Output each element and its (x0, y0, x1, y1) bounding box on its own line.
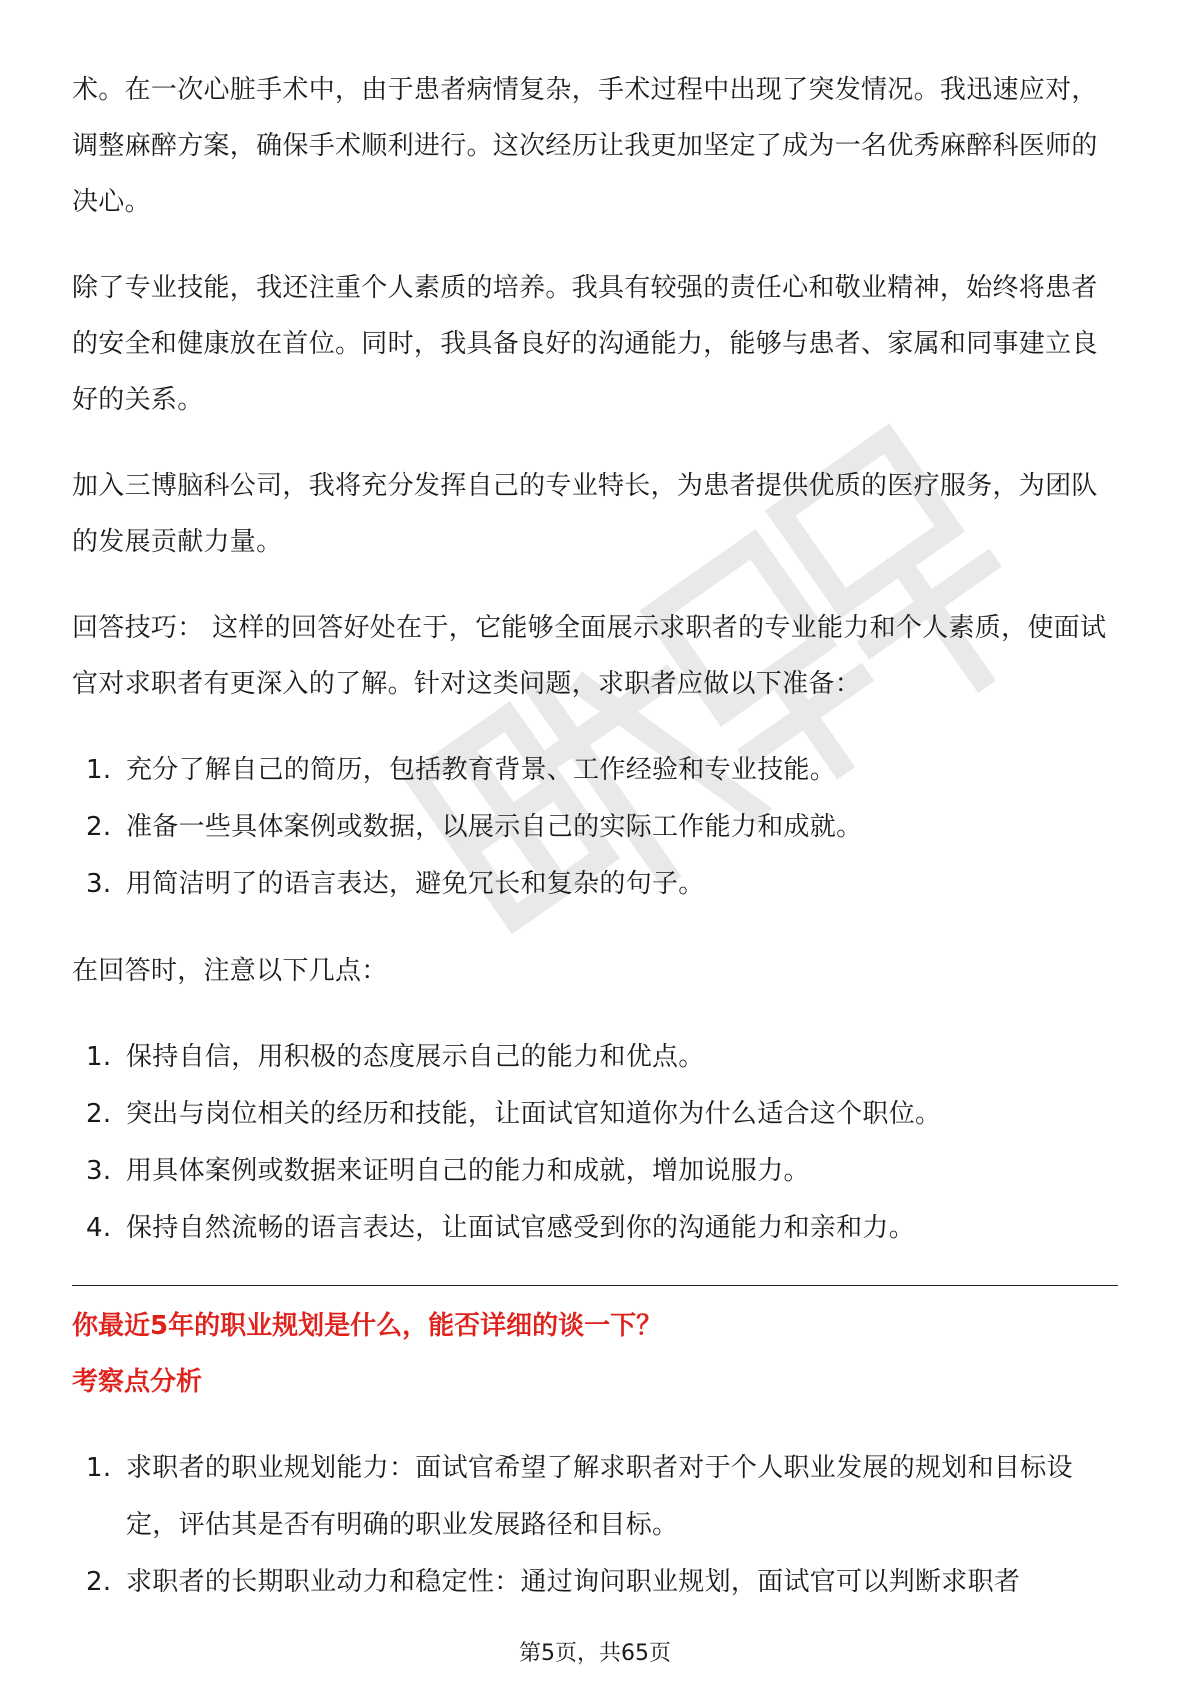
list-text: 保持自然流畅的语言表达，让面试官感受到你的沟通能力和亲和力。 (126, 1213, 916, 1243)
list-item (72, 799, 1118, 856)
list-number: 3. (86, 869, 112, 899)
list-item (72, 1086, 1118, 1143)
list-item (72, 1200, 1118, 1257)
list-number: 1. (86, 755, 112, 785)
list-text: 求职者的长期职业动力和稳定性：通过询问职业规划，面试官可以判断求职者 (126, 1567, 1021, 1597)
list-text: 准备一些具体案例或数据，以展示自己的实际工作能力和成就。 (126, 812, 863, 842)
list-item (72, 1440, 1118, 1554)
list-text: 用简洁明了的语言表达，避免冗长和复杂的句子。 (126, 869, 705, 899)
list-text: 突出与岗位相关的经历和技能，让面试官知道你为什么适合这个职位。 (126, 1099, 942, 1129)
answer-tips-paragraph: 回答技巧： 这样的回答好处在于，它能够全面展示求职者的专业能力和个人素质，使面试官对求职者有更深入的了解。针对这类问题，求职者应做以下准备： (72, 613, 1107, 699)
list-item (72, 856, 1118, 913)
list-number: 2. (86, 1567, 112, 1597)
preparation-list (72, 742, 1118, 913)
list-number: 1. (86, 1453, 112, 1483)
list-item (72, 1143, 1118, 1200)
section-divider (72, 1285, 1118, 1286)
list-number: 4. (86, 1213, 112, 1243)
list-item (72, 1554, 1118, 1611)
list-item (72, 1029, 1118, 1086)
body-paragraph: 除了专业技能，我还注重个人素质的培养。我具有较强的责任心和敬业精神，始终将患者的安全和健康放在首位。同时，我具备良好的沟通能力，能够与患者、家属和同事建立良好的关系。 (72, 273, 1098, 415)
list-text: 求职者的职业规划能力：面试官希望了解求职者对于个人职业发展的规划和目标设定，评估其是否有明确的职业发展路径和目标。 (126, 1453, 1073, 1540)
page-footer: 第5页，共65页 (519, 1641, 671, 1666)
notes-intro: 在回答时，注意以下几点： (72, 956, 388, 986)
list-text: 保持自信，用积极的态度展示自己的能力和优点。 (126, 1042, 705, 1072)
list-text: 用具体案例或数据来证明自己的能力和成就，增加说服力。 (126, 1156, 810, 1186)
notes-list (72, 1029, 1118, 1257)
body-paragraph: 术。在一次心脏手术中，由于患者病情复杂，手术过程中出现了突发情况。我迅速应对，调整麻醉方案，确保手术顺利进行。这次经历让我更加坚定了成为一名优秀麻醉科医师的决心。 (72, 75, 1098, 217)
list-item (72, 742, 1118, 799)
page-content (72, 62, 1118, 1611)
list-text: 充分了解自己的简历，包括教育背景、工作经验和专业技能。 (126, 755, 837, 785)
body-paragraph: 加入三博脑科公司，我将充分发挥自己的专业特长，为患者提供优质的医疗服务，为团队的发展贡献力量。 (72, 471, 1098, 557)
list-number: 2. (86, 812, 112, 842)
list-number: 2. (86, 1099, 112, 1129)
question-heading: 你最近5年的职业规划是什么，能否详细的谈一下？ (72, 1311, 663, 1341)
analysis-heading: 考察点分析 (72, 1367, 203, 1397)
analysis-list (72, 1440, 1118, 1611)
list-number: 3. (86, 1156, 112, 1186)
list-number: 1. (86, 1042, 112, 1072)
